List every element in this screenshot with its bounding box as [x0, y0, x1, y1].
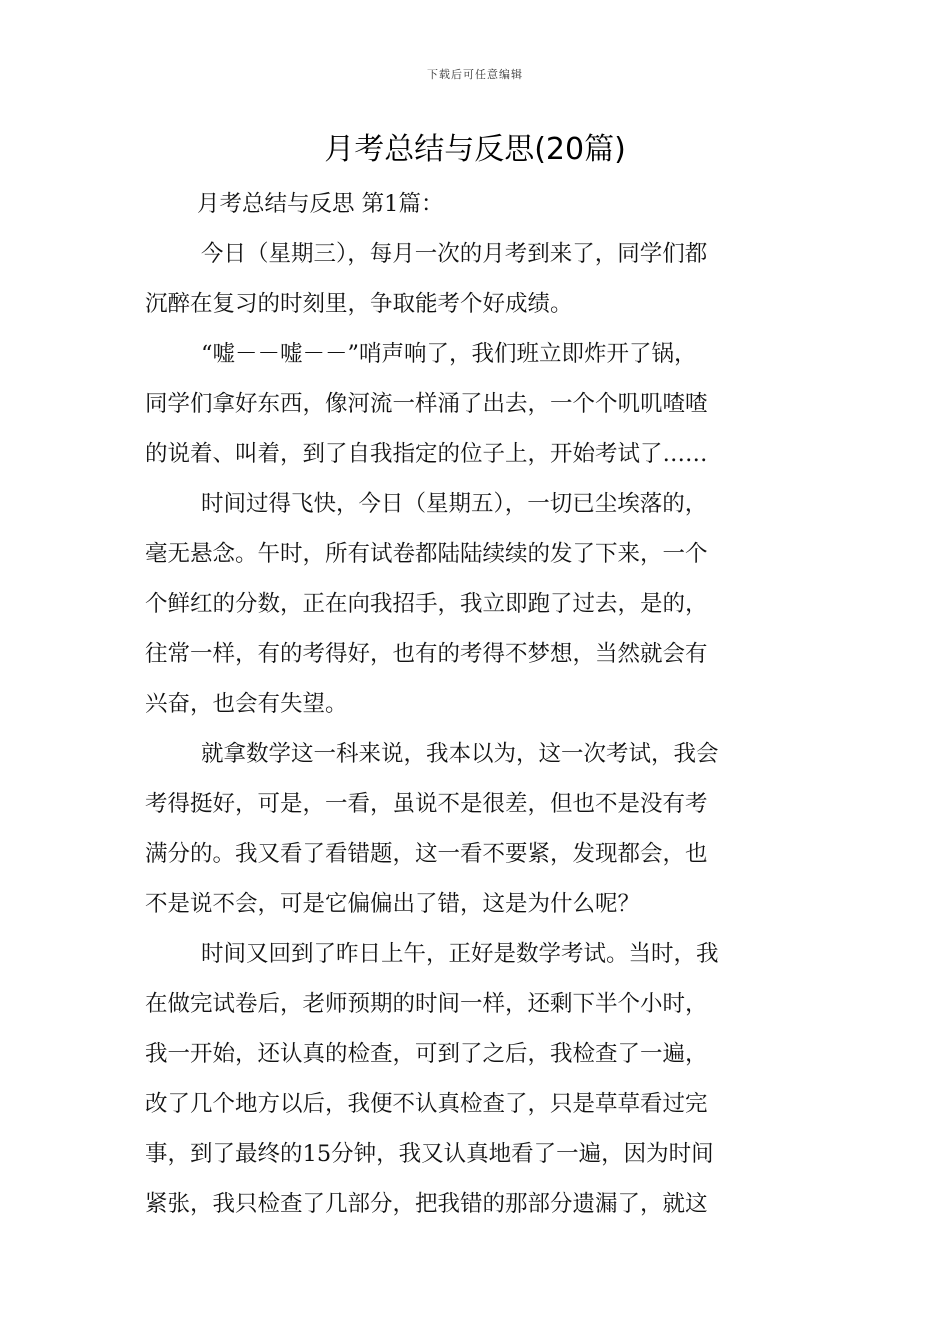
paragraph-line: 往常一样，有的考得好，也有的考得不梦想，当然就会有 [145, 641, 708, 667]
paragraph-line: 改了几个地方以后，我便不认真检查了，只是草草看过完 [145, 1091, 708, 1117]
paragraph-line: 考得挺好，可是，一看，虽说不是很差，但也不是没有考 [145, 791, 708, 817]
section-label: 月考总结与反思 第1篇： [197, 191, 444, 217]
document-title: 月考总结与反思(20篇) [324, 132, 626, 167]
document-body [145, 179, 807, 1229]
paragraph-line: 紧张，我只检查了几部分，把我错的那部分遗漏了，就这 [145, 1191, 708, 1217]
paragraph-line: “嘘－－嘘－－”哨声响了，我们班立即炸开了锅， [201, 341, 697, 367]
paragraph-line: 今日（星期三），每月一次的月考到来了，同学们都 [201, 241, 708, 267]
paragraph-line: 我一开始，还认真的检查，可到了之后，我检查了一遍， [145, 1041, 708, 1067]
paragraph-line: 的说着、叫着，到了自我指定的位子上，开始考试了…… [145, 441, 708, 467]
paragraph-line: 兴奋，也会有失望。 [145, 691, 348, 717]
paragraph-line: 同学们拿好东西，像河流一样涌了出去，一个个叽叽喳喳 [145, 391, 708, 417]
paragraph-line: 就拿数学这一科来说，我本以为，这一次考试，我会 [201, 741, 719, 767]
header-note: 下载后可任意编辑 [427, 68, 523, 81]
paragraph-line: 时间过得飞快，今日（星期五），一切已尘埃落的， [201, 491, 708, 517]
paragraph-line: 时间又回到了昨日上午，正好是数学考试。当时，我 [201, 941, 719, 967]
paragraph-line: 在做完试卷后，老师预期的时间一样，还剩下半个小时， [145, 991, 708, 1017]
paragraph-line: 不是说不会，可是它偏偏出了错，这是为什么呢？ [145, 891, 641, 917]
paragraph-line: 事，到了最终的15分钟，我又认真地看了一遍，因为时间 [145, 1141, 714, 1167]
paragraph-line: 沉醉在复习的时刻里，争取能考个好成绩。 [145, 291, 573, 317]
paragraph-line: 个鲜红的分数，正在向我招手，我立即跑了过去，是的， [145, 591, 708, 617]
paragraph-line: 毫无悬念。午时，所有试卷都陆陆续续的发了下来，一个 [145, 541, 708, 567]
paragraph-line: 满分的。我又看了看错题，这一看不要紧，发现都会，也 [145, 841, 708, 867]
